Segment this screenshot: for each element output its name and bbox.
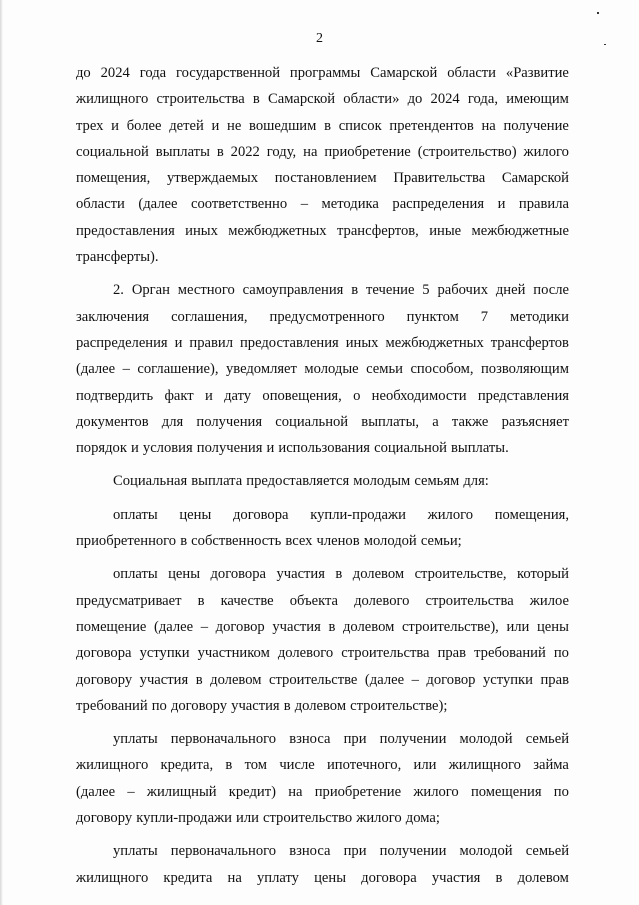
- text-line: оплаты цены договора купли-продажи жилого помещения,: [113, 506, 569, 523]
- text-line: уплаты первоначального взноса при получении молодой семьей: [113, 731, 569, 748]
- text-line: жилищного строительства в Самарской области» до 2024 года, имеющим: [76, 91, 569, 108]
- paragraph: [76, 838, 569, 891]
- text-line: уплаты первоначального взноса при получении молодой семьей: [113, 843, 569, 860]
- text-line: жилищного кредита на уплату цены договора участия в долевом: [76, 869, 569, 886]
- text-line: предусматривает в качестве объекта долевого строительства жилое: [76, 592, 569, 609]
- paragraph: [76, 468, 569, 494]
- text-line: договора уступки участником долевого строительства прав требований по: [76, 645, 569, 662]
- paragraph: [76, 60, 569, 270]
- text-line: трех и более детей и не вошедшим в список претендентов на получение: [76, 117, 569, 134]
- text-line: распределения и правил предоставления иных межбюджетных трансфертов: [76, 334, 569, 351]
- text-line: договору купли-продажи или строительство жилого дома;: [76, 810, 440, 827]
- text-line: помещение (далее – договор участия в долевом строительстве), или цены: [76, 618, 569, 635]
- text-line: 2. Орган местного самоуправления в течение 5 рабочих дней после: [113, 282, 569, 299]
- text-line: социальной выплаты в 2022 году, на приобретение (строительство) жилого: [76, 143, 569, 160]
- paragraph: [76, 502, 569, 555]
- text-line: документов для получения социальной выплаты, а также разъясняет: [76, 413, 569, 430]
- text-line: заключения соглашения, предусмотренного пунктом 7 методики: [76, 308, 569, 325]
- text-line: договору участия в долевом строительстве (далее – договор уступки прав: [76, 671, 569, 688]
- text-line: трансферты).: [76, 249, 159, 266]
- text-line: области (далее соответственно – методика распределения и правила: [76, 196, 569, 213]
- text-line: помещения, утверждаемых постановлением Правительства Самарской: [76, 170, 569, 187]
- page-number: 2: [316, 31, 323, 46]
- text-line: предоставления иных межбюджетных трансфертов, иные межбюджетные: [76, 222, 569, 239]
- text-line: до 2024 года государственной программы Самарской области «Развитие: [76, 65, 569, 81]
- text-line: приобретенного в собственность всех членов молодой семьи;: [76, 533, 462, 550]
- text-line: (далее – соглашение), уведомляет молодые семьи способом, позволяющим: [76, 361, 569, 378]
- text-line: (далее – жилищный кредит) на приобретение жилого помещения по: [76, 783, 569, 800]
- paragraph: [76, 277, 569, 461]
- text-line: жилищного кредита, в том числе ипотечного, или жилищного займа: [76, 757, 569, 774]
- paragraph: [76, 561, 569, 719]
- scan-speck: [597, 12, 599, 14]
- text-line: Социальная выплата предоставляется молодым семьям для:: [113, 473, 489, 490]
- text-line: порядок и условия получения и использования социальной выплаты.: [76, 440, 509, 457]
- text-line: оплаты цены договора участия в долевом строительстве, который: [113, 566, 569, 583]
- document-body: [76, 60, 569, 891]
- text-line: требований по договору участия в долевом строительстве);: [76, 697, 448, 714]
- scan-edge-shadow: [0, 0, 3, 905]
- paragraph: [76, 726, 569, 831]
- text-line: подтвердить факт и дату оповещения, о необходимости представления: [76, 387, 569, 404]
